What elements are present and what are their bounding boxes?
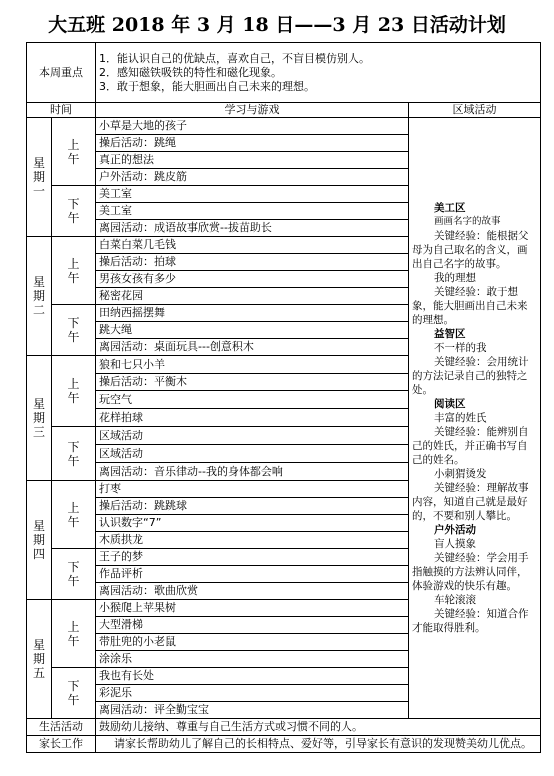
- day-label: [27, 118, 52, 237]
- day-label-text: 星期四: [32, 519, 45, 561]
- activity-cell: 作品评析: [96, 566, 409, 583]
- activity-cell: 认识数字“7”: [96, 515, 409, 532]
- life-activity-label: 生活活动: [27, 719, 96, 736]
- morning-label: [52, 356, 96, 427]
- activity-cell: 田纳西摇摆舞: [96, 305, 409, 322]
- activity-cell: 操后活动：跳跳球: [96, 498, 409, 515]
- afternoon-label: [52, 305, 96, 356]
- area-activity-name: 车轮滚滚: [434, 594, 476, 606]
- activity-cell: 离园活动：音乐律动--我的身体都会响: [96, 463, 409, 481]
- morning-label: [52, 118, 96, 186]
- activity-cell: 离园活动：成语故事欣赏--拔苗助长: [96, 220, 409, 237]
- half-label-text: 下午: [67, 316, 80, 344]
- day-label: [27, 481, 52, 600]
- half-label-text: 上午: [67, 137, 80, 166]
- activity-cell: 男孩女孩有多少: [96, 271, 409, 288]
- area-activity-name: 小刺猬烫发: [434, 468, 487, 480]
- parent-work-label: 家长工作: [27, 736, 96, 753]
- area-key-experience: 关键经验：理解故事内容，知道自己就是最好的，不要和别人攀比。: [412, 482, 529, 522]
- half-label-text: 上午: [67, 256, 80, 285]
- activity-cell: 花样拍球: [96, 409, 409, 427]
- day-label-text: 星期一: [32, 156, 45, 198]
- day-label-text: 星期三: [32, 397, 45, 439]
- day-label: [27, 600, 52, 719]
- area-key-experience: 关键经验：会用统计的方法记录自己的独特之处。: [412, 356, 529, 396]
- day-label: [27, 356, 52, 481]
- day-label-text: 星期二: [32, 275, 45, 317]
- focus-item: 1．能认识自己的优缺点，喜欢自己，不盲目模仿别人。: [99, 51, 370, 65]
- life-activity-text: 鼓励幼儿接纳、尊重与自己生活方式或习惯不同的人。: [96, 719, 541, 736]
- area-key-experience: 关键经验：能根据父母为自己取名的含义，画出自己名字的故事。: [412, 230, 529, 270]
- area-section-heading: 户外活动: [434, 524, 476, 536]
- life-activity-row: [27, 719, 541, 736]
- activity-cell: 跳大绳: [96, 322, 409, 339]
- half-label-text: 下午: [67, 560, 80, 588]
- morning-label: [52, 600, 96, 668]
- half-label-text: 下午: [67, 679, 80, 707]
- focus-item: 3．敢于想象，能大胆画出自己未来的理想。: [99, 79, 315, 93]
- morning-label: [52, 237, 96, 305]
- area-header: 区域活动: [409, 103, 541, 118]
- area-activity-name: 丰富的姓氏: [434, 412, 487, 424]
- weekly-focus-label: 本周重点: [27, 43, 96, 103]
- activity-row: [27, 118, 541, 135]
- half-label-text: 下午: [67, 439, 80, 468]
- activity-cell: 小草是大地的孩子: [96, 118, 409, 135]
- time-header: 时间: [27, 103, 96, 118]
- area-key-experience: 关键经验：能辨别自己的姓氏，并正确书写自己的姓名。: [412, 426, 529, 466]
- activity-cell: 操后活动：拍球: [96, 254, 409, 271]
- area-section-heading: 美工区: [434, 202, 466, 214]
- area-activity-name: 我的理想: [434, 272, 476, 284]
- learning-header: 学习与游戏: [96, 103, 409, 118]
- activity-cell: 白菜白菜几毛钱: [96, 237, 409, 254]
- activity-cell: 户外活动：跳皮筋: [96, 169, 409, 186]
- activity-cell: 真正的想法: [96, 152, 409, 169]
- half-label-text: 上午: [67, 619, 80, 648]
- half-label-text: 上午: [67, 500, 80, 529]
- activity-cell: 美工室: [96, 186, 409, 203]
- area-key-experience: 关键经验：学会用手指触摸的方法辨认同伴，体验游戏的快乐有趣。: [412, 552, 529, 592]
- afternoon-label: [52, 186, 96, 237]
- half-label-text: 上午: [67, 377, 80, 405]
- day-label-text: 星期五: [32, 638, 45, 680]
- activity-cell: 离园活动：歌曲欣赏: [96, 583, 409, 600]
- area-activity-name: 不一样的我: [434, 342, 487, 354]
- area-key-experience: 关键经验：敢于想象，能大胆画出自己未来的理想。: [412, 286, 528, 326]
- activity-cell: 带肚兜的小老鼠: [96, 634, 409, 651]
- activity-plan-table: [26, 42, 541, 753]
- area-section-heading: 阅读区: [434, 398, 466, 410]
- header-row: [27, 103, 541, 118]
- activity-cell: 玩空气: [96, 391, 409, 409]
- focus-item: 2．感知磁铁吸铁的特性和磁化现象。: [99, 65, 282, 79]
- area-section-heading: 益智区: [434, 328, 466, 340]
- activity-cell: 美工室: [96, 203, 409, 220]
- area-activity-name: 画画名字的故事: [434, 216, 501, 227]
- parent-work-row: [27, 736, 541, 753]
- weekly-focus-row: [27, 43, 541, 103]
- half-label-text: 下午: [67, 197, 80, 225]
- activity-cell: 区域活动: [96, 445, 409, 463]
- weekly-focus-list: [96, 43, 541, 103]
- activity-cell: 秘密花园: [96, 288, 409, 305]
- activity-cell: 彩泥乐: [96, 685, 409, 702]
- activity-cell: 离园活动：桌面玩具---创意积木: [96, 339, 409, 356]
- area-key-experience: 关键经验：知道合作才能取得胜利。: [412, 608, 529, 634]
- area-activities-cell: [409, 118, 541, 719]
- activity-cell: 打枣: [96, 481, 409, 498]
- activity-cell: 大型滑梯: [96, 617, 409, 634]
- activity-cell: 离园活动：评全勤宝宝: [96, 702, 409, 719]
- activity-cell: 木质拱龙: [96, 532, 409, 549]
- afternoon-label: [52, 427, 96, 481]
- plan-table-body: [27, 43, 541, 753]
- activity-cell: 操后活动：跳绳: [96, 135, 409, 152]
- activity-cell: 我也有长处: [96, 668, 409, 685]
- page-title: 大五班 2018 年 3 月 18 日——3 月 23 日活动计划: [48, 14, 506, 36]
- day-label: [27, 237, 52, 356]
- morning-label: [52, 481, 96, 549]
- afternoon-label: [52, 549, 96, 600]
- activity-cell: 涂涂乐: [96, 651, 409, 668]
- activity-cell: 小猴爬上苹果树: [96, 600, 409, 617]
- area-activity-name: 盲人摸象: [434, 538, 476, 550]
- activity-cell: 操后活动：平衡木: [96, 374, 409, 391]
- afternoon-label: [52, 668, 96, 719]
- parent-work-text: 请家长帮助幼儿了解自己的长相特点、爱好等，引导家长有意识的发现赞美幼儿优点。: [96, 736, 541, 753]
- activity-cell: 区域活动: [96, 427, 409, 445]
- activity-cell: 狼和七只小羊: [96, 356, 409, 374]
- activity-cell: 王子的梦: [96, 549, 409, 566]
